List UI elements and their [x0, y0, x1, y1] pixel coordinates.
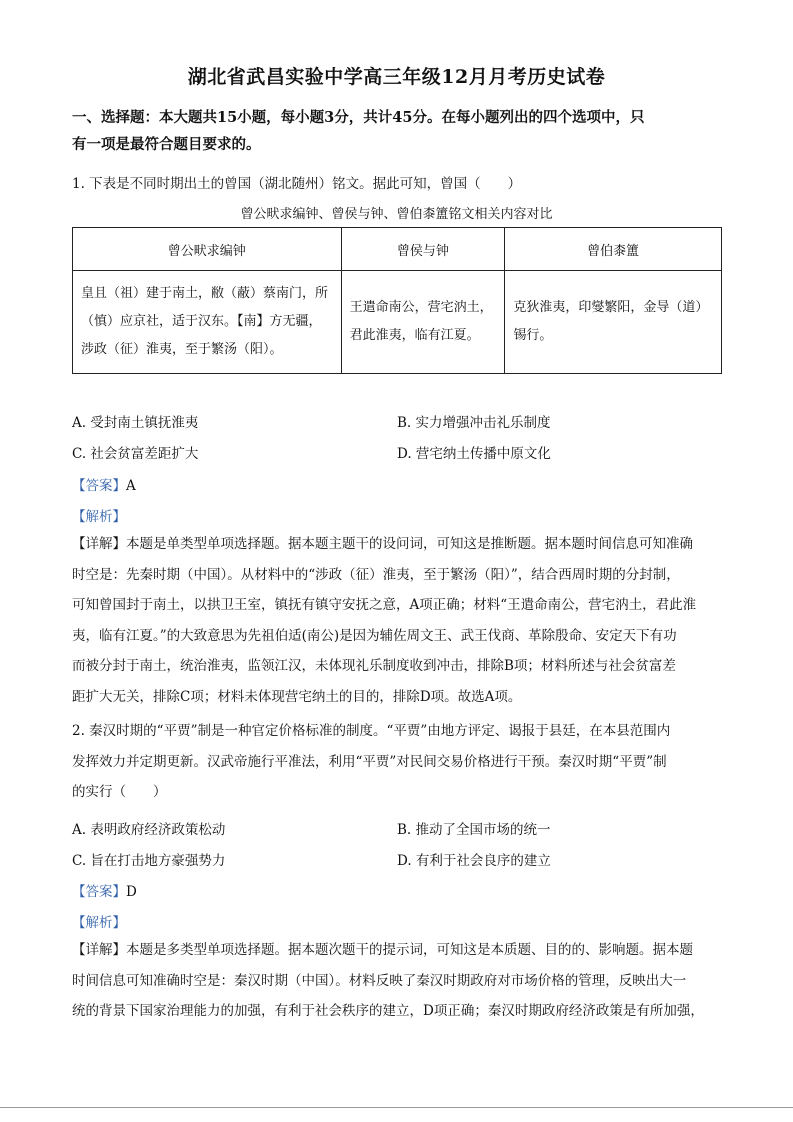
q1-comparison-table — [72, 227, 722, 374]
detail-tag: 【详解】 — [72, 536, 126, 552]
q2-explanation — [72, 935, 722, 1027]
q1-explanation — [72, 529, 722, 712]
table-cell: 皇且（祖）建于南土，敝（蔽）蔡南门，所（慎）应京社，适于汉东。【南】方无疆，涉政（征）淮夷，至于繁汤（阳）。 — [73, 271, 342, 374]
explanation-line: 时空是：先秦时期（中国）。从材料中的“涉政（征）淮夷，至于繁汤（阳）”，结合西周时期的分封制， — [72, 566, 680, 583]
q2-answer — [72, 880, 137, 900]
q2-option-a: A. 表明政府经济政策松动 — [72, 822, 226, 838]
page-bottom-divider — [0, 1107, 793, 1108]
explanation-line: 夷，临有江夏。”的大致意思为先祖伯适(南公)是因为辅佐周文王、武王伐商、革除殷命、安定天下有功 — [72, 627, 677, 644]
answer-value: D — [126, 884, 137, 900]
q2-option-b: B. 推动了全国市场的统一 — [397, 822, 551, 838]
q2-stem-line: 2. 秦汉时期的“平贾”制是一种官定价格标准的制度。“平贾”由地方评定、谒报于县廷，在本县范围内 — [72, 723, 671, 739]
q2-stem-line: 发挥效力并定期更新。汉武帝施行平准法，利用“平贾”对民间交易价格进行干预。秦汉时期“平贾”制 — [72, 753, 667, 770]
table-cell: 王遣命南公，营宅汭土，君此淮夷，临有江夏。 — [341, 271, 505, 374]
analysis-tag: 【解析】 — [72, 915, 126, 931]
q2-option-d: D. 有利于社会良序的建立 — [397, 853, 551, 869]
table-header-cell: 曾伯桼簠 — [505, 228, 722, 271]
q1-table-caption: 曾公畎求编钟、曾侯与钟、曾伯桼簠铭文相关内容对比 — [240, 207, 553, 222]
q1-option-a: A. 受封南土镇抚淮夷 — [72, 415, 199, 431]
answer-value: A — [126, 478, 136, 494]
q1-stem: 1. 下表是不同时期出土的曾国（湖北随州）铭文。据此可知，曾国（ ） — [72, 176, 522, 192]
explanation-line: 可知曾国封于南土，以拱卫王室，镇抚有镇守安抚之意，A项正确；材料“王遣命南公，营宅汭土，君此淮 — [72, 597, 697, 613]
table-header-cell: 曾侯与钟 — [341, 228, 505, 271]
explanation-line: 而被分封于南土，统治淮夷，监领江汉，未体现礼乐制度收到冲击，排除B项；材料所述与社会贫富差 — [72, 658, 676, 674]
q1-analysis-tag — [72, 505, 126, 525]
q2-stem-line: 的实行（ ） — [72, 784, 167, 800]
section-heading — [72, 104, 722, 158]
explanation-line: 【详解】本题是多类型单项选择题。据本题次题干的提示词，可知这是本质题、目的的、影响题。据本题 — [72, 942, 693, 958]
detail-tag: 【详解】 — [72, 942, 126, 958]
q1-option-b: B. 实力增强冲击礼乐制度 — [397, 415, 551, 431]
q2-option-c: C. 旨在打击地方豪强势力 — [72, 853, 226, 869]
q2-stem — [72, 716, 722, 808]
explanation-line: 时间信息可知准确时空是：秦汉时期（中国）。材料反映了秦汉时期政府对市场价格的管理，反映出大一 — [72, 972, 687, 989]
table-row — [73, 271, 722, 374]
q1-answer — [72, 474, 136, 494]
q1-option-c: C. 社会贫富差距扩大 — [72, 446, 199, 462]
explanation-line: 距扩大无关，排除C项；材料未体现营宅纳土的目的，排除D项。故选A项。 — [72, 688, 522, 705]
section-heading-line-2: 有一项是最符合题目要求的。 — [72, 136, 261, 153]
explanation-line: 统的背景下国家治理能力的加强，有利于社会秩序的建立，D项正确；秦汉时期政府经济政策是有所加强， — [72, 1003, 704, 1019]
answer-tag: 【答案】 — [72, 478, 126, 494]
table-header-row — [73, 228, 722, 271]
answer-tag: 【答案】 — [72, 884, 126, 900]
table-cell: 克狄淮夷，印燮繁阳，金导（道）锡行。 — [505, 271, 722, 374]
q1-option-d: D. 营宅纳土传播中原文化 — [397, 446, 551, 462]
q2-analysis-tag — [72, 911, 126, 931]
page-title: 湖北省武昌实验中学高三年级12月月考历史试卷 — [187, 66, 606, 88]
table-header-cell: 曾公畎求编钟 — [73, 228, 342, 271]
analysis-tag: 【解析】 — [72, 509, 126, 525]
section-heading-line-1: 一、选择题：本大题共15小题，每小题3分，共计45分。在每小题列出的四个选项中，只 — [72, 109, 645, 126]
explanation-line: 【详解】本题是单类型单项选择题。据本题主题干的设问词，可知这是推断题。据本题时间信息可知准确 — [72, 536, 693, 552]
